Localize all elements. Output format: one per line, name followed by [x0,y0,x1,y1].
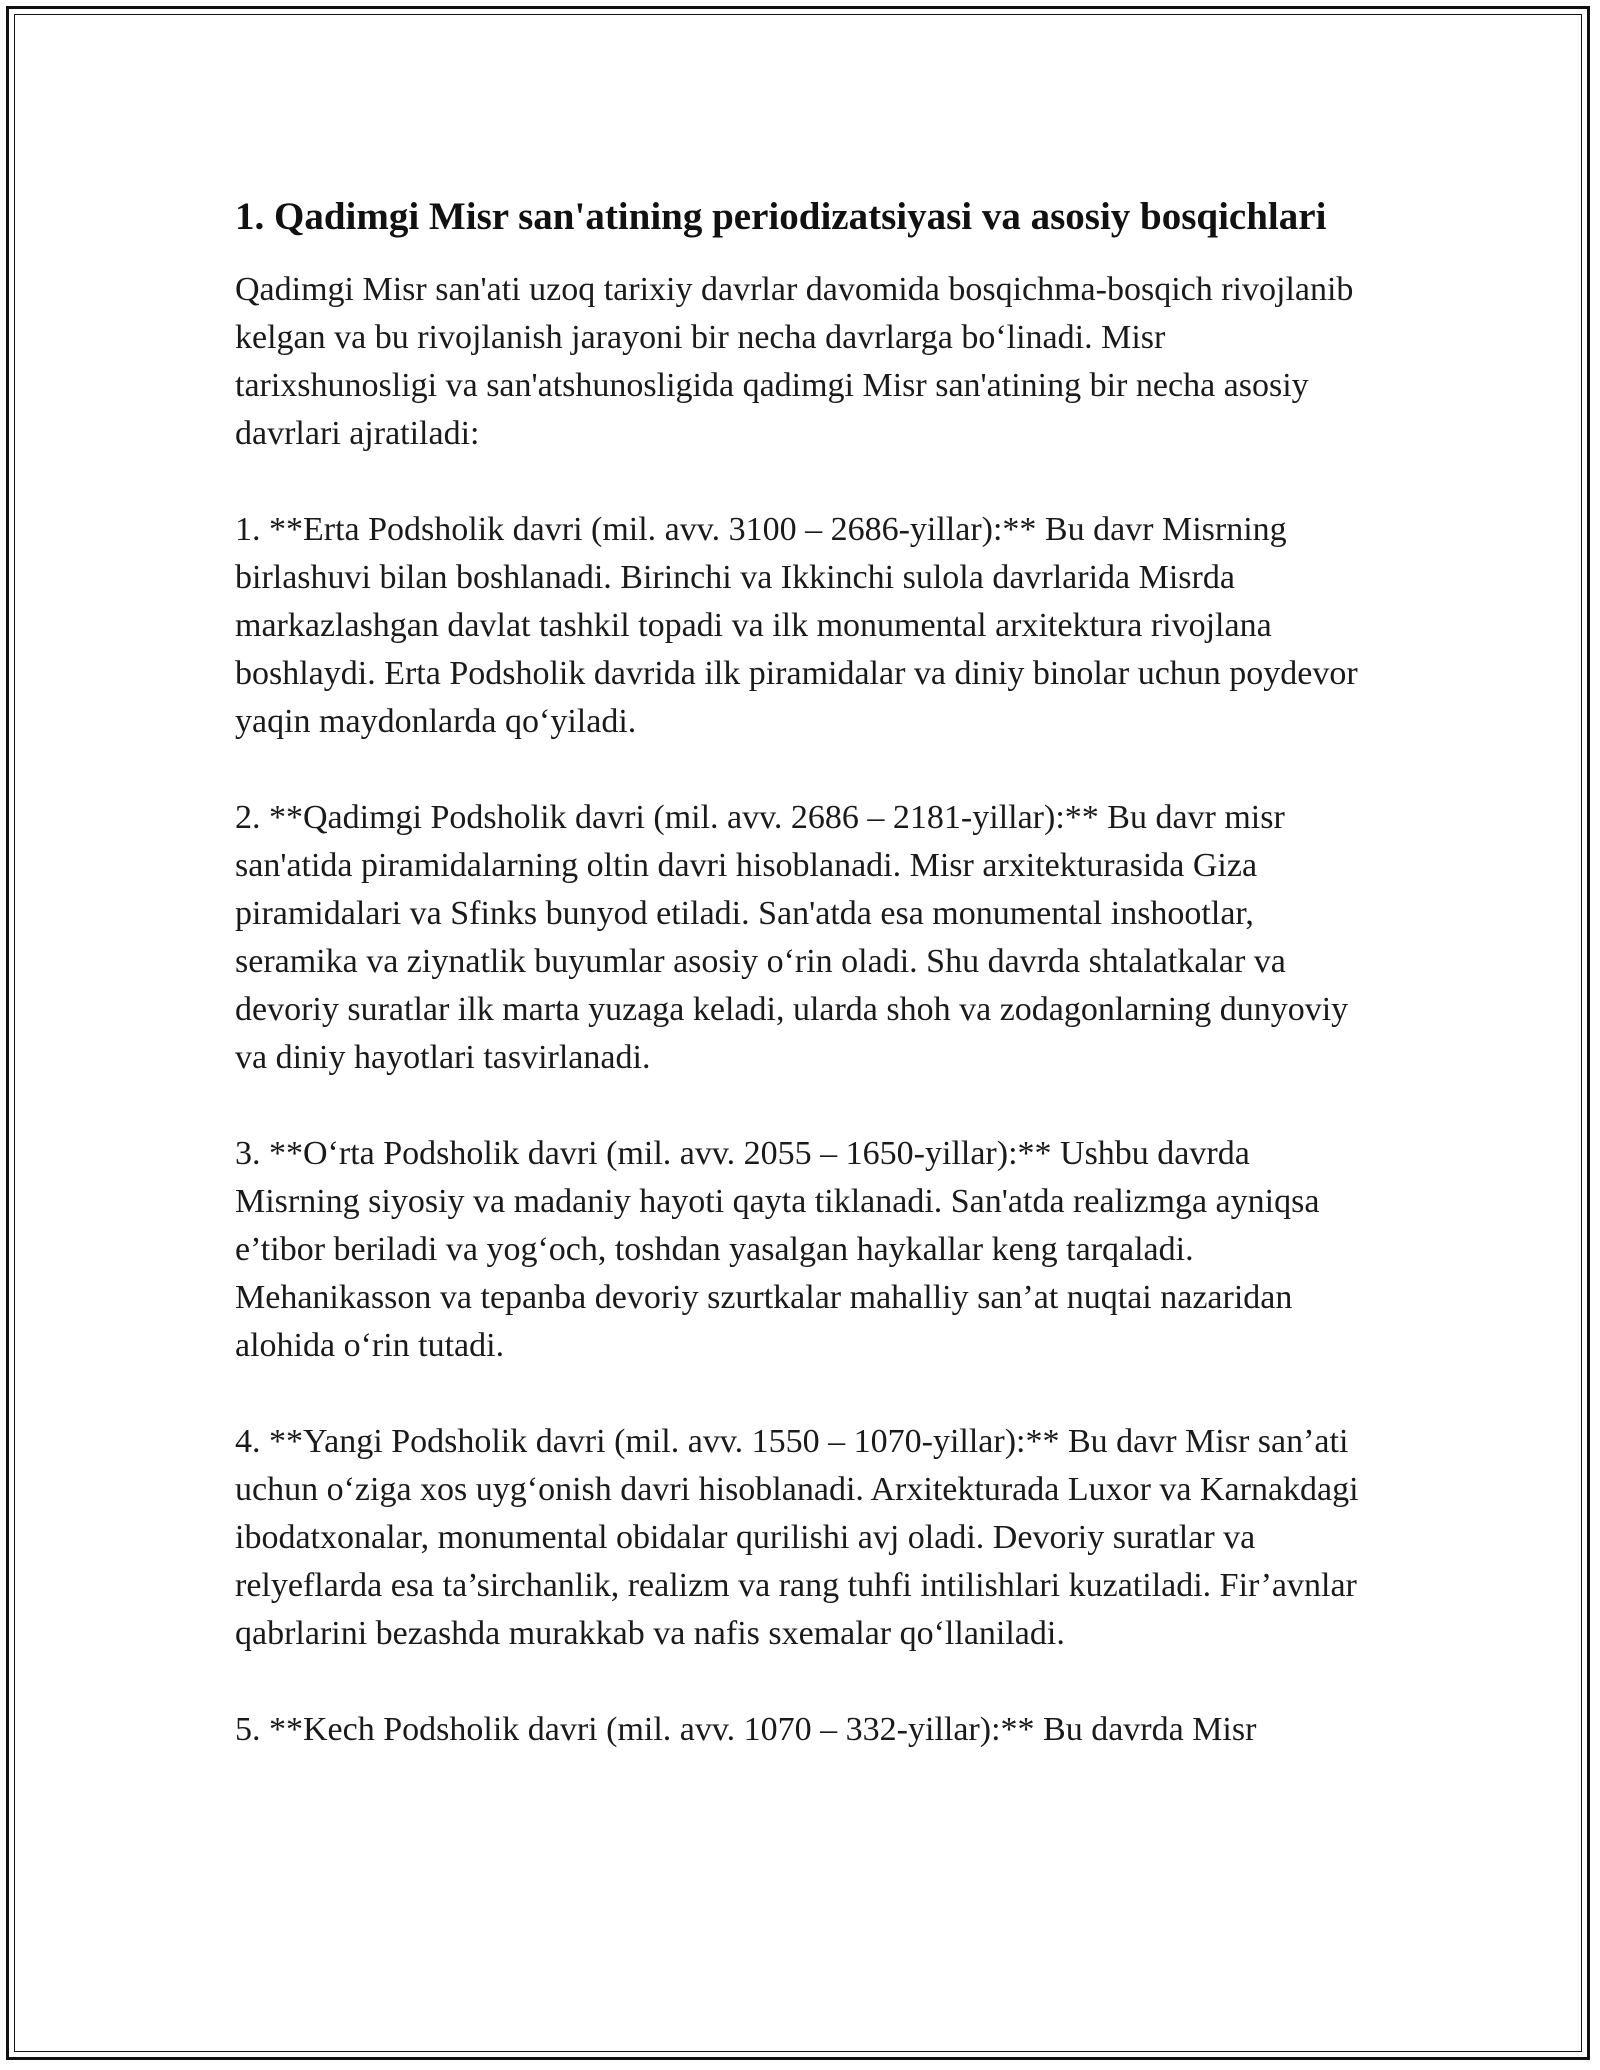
period-paragraph-early-kingdom: 1. **Erta Podsholik davri (mil. avv. 3100 – 2686-yillar):** Bu davr Misrning birlashuvi bilan boshlanadi. Birinchi va Ikkinchi sulola davrlarida Misrda markazlashgan davlat tashkil topadi va ilk monumental arxitektura rivojlana boshlaydi. Erta Podsholik davrida ilk piramidalar va diniy binolar uchun poydevor yaqin maydonlarda qo‘yiladi. [235,511,1358,740]
period-paragraph-late-period: 5. **Kech Podsholik davri (mil. avv. 1070 – 332-yillar):** Bu davrda Misr [235,1711,1257,1748]
intro-paragraph: Qadimgi Misr san'ati uzoq tarixiy davrlar davomida bosqichma-bosqich rivojlanib kelgan va bu rivojlanish jarayoni bir necha davrlarga bo‘linadi. Misr tarixshunosligi va san'atshunosligida qadimgi Misr san'atining bir necha asosiy davrlari ajratiladi: [235,271,1354,452]
period-paragraph-old-kingdom: 2. **Qadimgi Podsholik davri (mil. avv. 2686 – 2181-yillar):** Bu davr misr san'atida piramidalarning oltin davri hisoblanadi. Misr arxitekturasida Giza piramidalari va Sfinks bunyod etiladi. San'atda esa monumental inshootlar, seramika va ziynatlik buyumlar asosiy o‘rin oladi. Shu davrda shtalatkalar va devoriy suratlar ilk marta yuzaga keladi, ularda shoh va zodagonlarning dunyoviy va diniy hayotlari tasvirlanadi. [235,799,1349,1076]
document-body [235,190,1365,1754]
period-paragraph-new-kingdom: 4. **Yangi Podsholik davri (mil. avv. 1550 – 1070-yillar):** Bu davr Misr san’ati uchun o‘ziga xos uyg‘onish davri hisoblanadi. Arxitekturada Luxor va Karnakdagi ibodatxonalar, monumental obidalar qurilishi avj oladi. Devoriy suratlar va relyeflarda esa ta’sirchanlik, realizm va rang tuhfi intilishlari kuzatiladi. Fir’avnlar qabrlarini bezashda murakkab va nafis sxemalar qo‘llaniladi. [235,1423,1359,1652]
document-title: 1. Qadimgi Misr san'atining periodizatsiyasi va asosiy bosqichlari [235,195,1327,238]
period-paragraph-middle-kingdom: 3. **O‘rta Podsholik davri (mil. avv. 2055 – 1650-yillar):** Ushbu davrda Misrning siyosiy va madaniy hayoti qayta tiklanadi. San'atda realizmga ayniqsa e’tibor beriladi va yog‘och, toshdan yasalgan haykallar keng tarqaladi. Mehanikasson va tepanba devoriy szurtkalar mahalliy san’at nuqtai nazaridan alohida o‘rin tutadi. [235,1135,1320,1364]
